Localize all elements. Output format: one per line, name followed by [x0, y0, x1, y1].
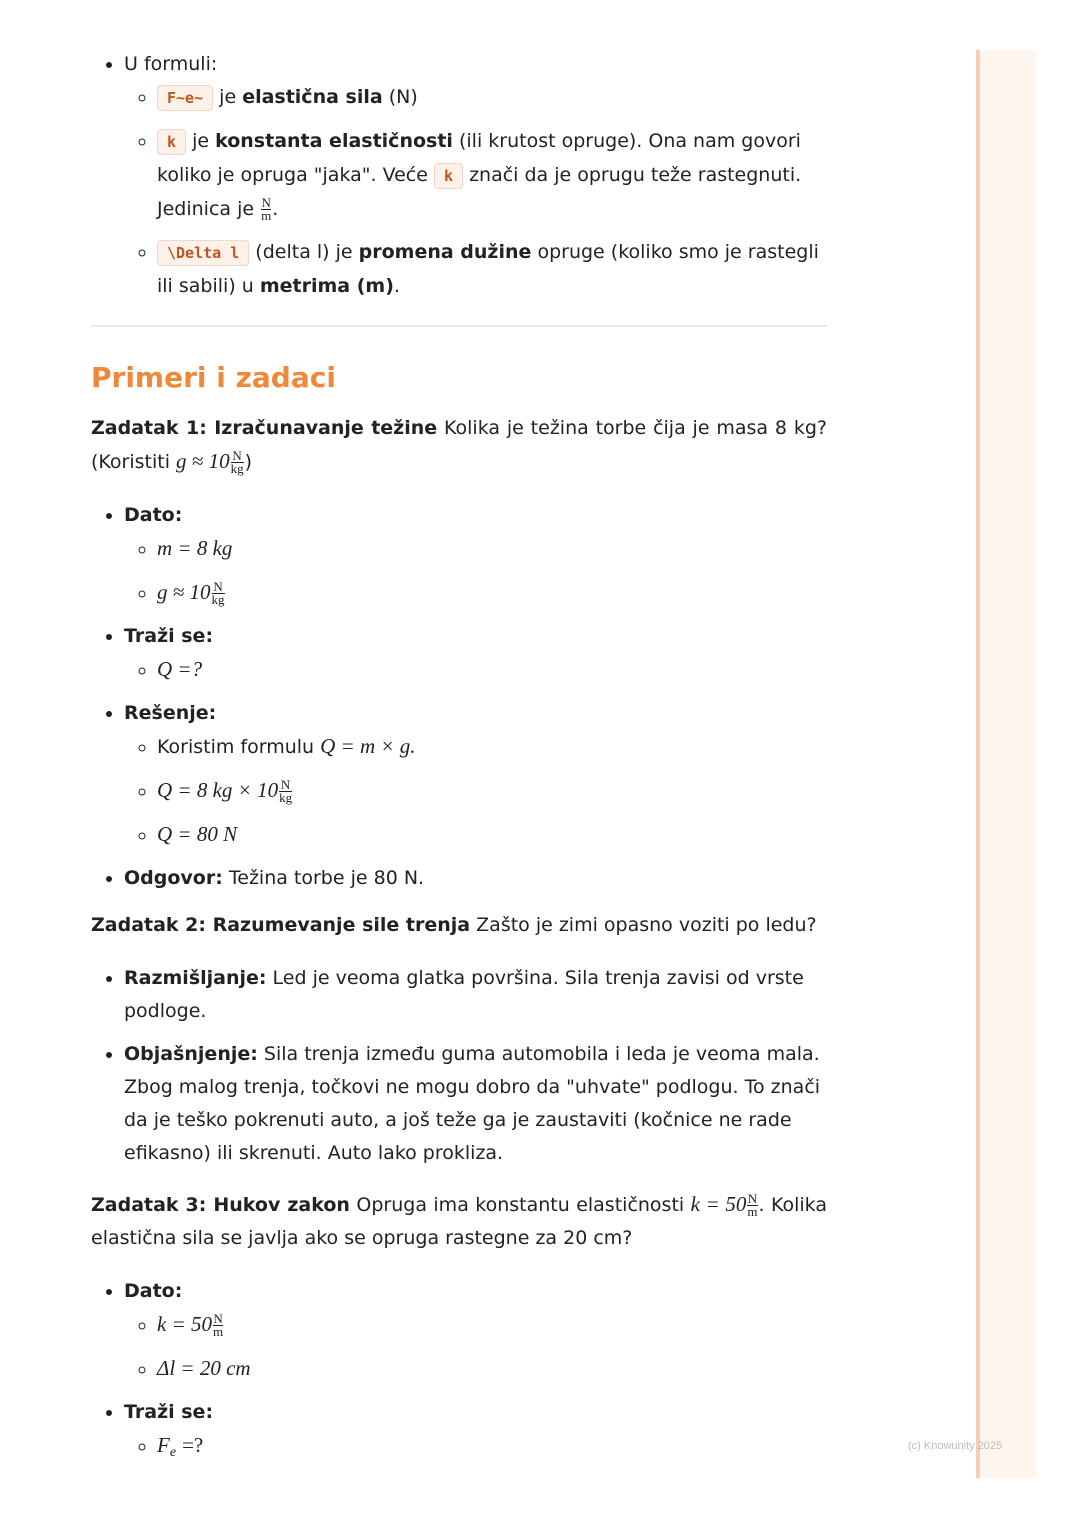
- list-item: ◦ F~e~ je elastična sila (N): [157, 81, 827, 115]
- code-fe: F~e~: [157, 85, 213, 111]
- task2-list: • Razmišljanje: Led je veoma glatka površina. Sila trenja zavisi od vrste podloge. • Objašnjenje: Sila trenja između guma automobila i leda je veoma mala. Zbog malog trenja, točkovi ne mogu dobro da "uhvate" podlogu. To znači da je teško pokrenuti auto, a još teže ga je zaustaviti (kočnice ne rade efikasno) ili skrenuti. Auto lako prokliza.: [91, 962, 827, 1170]
- list-item: ◦ \Delta l (delta l) je promena dužine opruge (koliko smo je rastegli ili sabili) u metrima (m).: [157, 236, 827, 303]
- task3-statement: Zadatak 3: Hukov zakon Opruga ima konstantu elastičnosti k = 50 $\frac{N}{m}$ . Kolika elastična sila se javlja ako se opruga rastegne za 20 cm?: [91, 1191, 827, 1249]
- fraction: $\frac{N}{m}$: [261, 195, 272, 223]
- task1-statement: Zadatak 1: Izračunavanje težine Kolika je težina torbe čija je masa 8 kg? (Koristiti g ≈ 10 $\frac{N}{kg}$ ): [91, 417, 827, 476]
- list-item: ◦ k je konstanta elastičnosti (ili krutost opruge). Ona nam govori koliko je opruga "jaka". Veće k znači da je oprugu teže rastegnuti. Jedinica je $\frac{N}{m}$ .: [157, 125, 827, 226]
- code-delta-l: \Delta l: [157, 240, 249, 266]
- task3-list: • Dato: ◦ k = 50 $\frac{N}{m}$ ◦ Δl = 20 cm • Traži se: ◦ $F_e$ =?: [91, 1275, 827, 1469]
- formula-list: [91, 48, 827, 303]
- list-item: • U formuli: ◦ F~e~ je elastična sila (N) ◦ k je konstanta elastičnosti (ili krutost opruge). Ona nam govori koliko je opruga "jaka". Veće k znači da je oprugu teže rastegnuti. Jedinica je $\frac{N}{m}$ . ◦ \Delta l (delta l) je promena dužine opruge (koliko smo je rastegli ili sabili) u metrima (m).: [124, 48, 827, 303]
- code-k: k: [157, 129, 186, 155]
- task1-list: • Dato: ◦ m = 8 kg ◦ g ≈ 10 $\frac{N}{kg}$ • Traži se: ◦ Q =? • Rešenje: ◦ Koristim formulu Q = m × g. ◦ Q = 8 kg × 10 $\frac{N}{kg}$ ◦ Q = 80 N • Odgovor: Težina torbe je 80 N.: [91, 499, 827, 895]
- document-content: [91, 48, 827, 1479]
- copyright-footer: (c) Knowunity 2025: [908, 1440, 1003, 1452]
- task2-statement: Zadatak 2: Razumevanje sile trenja Zašto je zimi opasno voziti po ledu?: [91, 914, 817, 936]
- divider: [91, 325, 827, 327]
- code-k: k: [434, 163, 463, 189]
- side-margin-strip: [976, 50, 1036, 1478]
- section-title: Primeri i zadaci: [91, 361, 336, 394]
